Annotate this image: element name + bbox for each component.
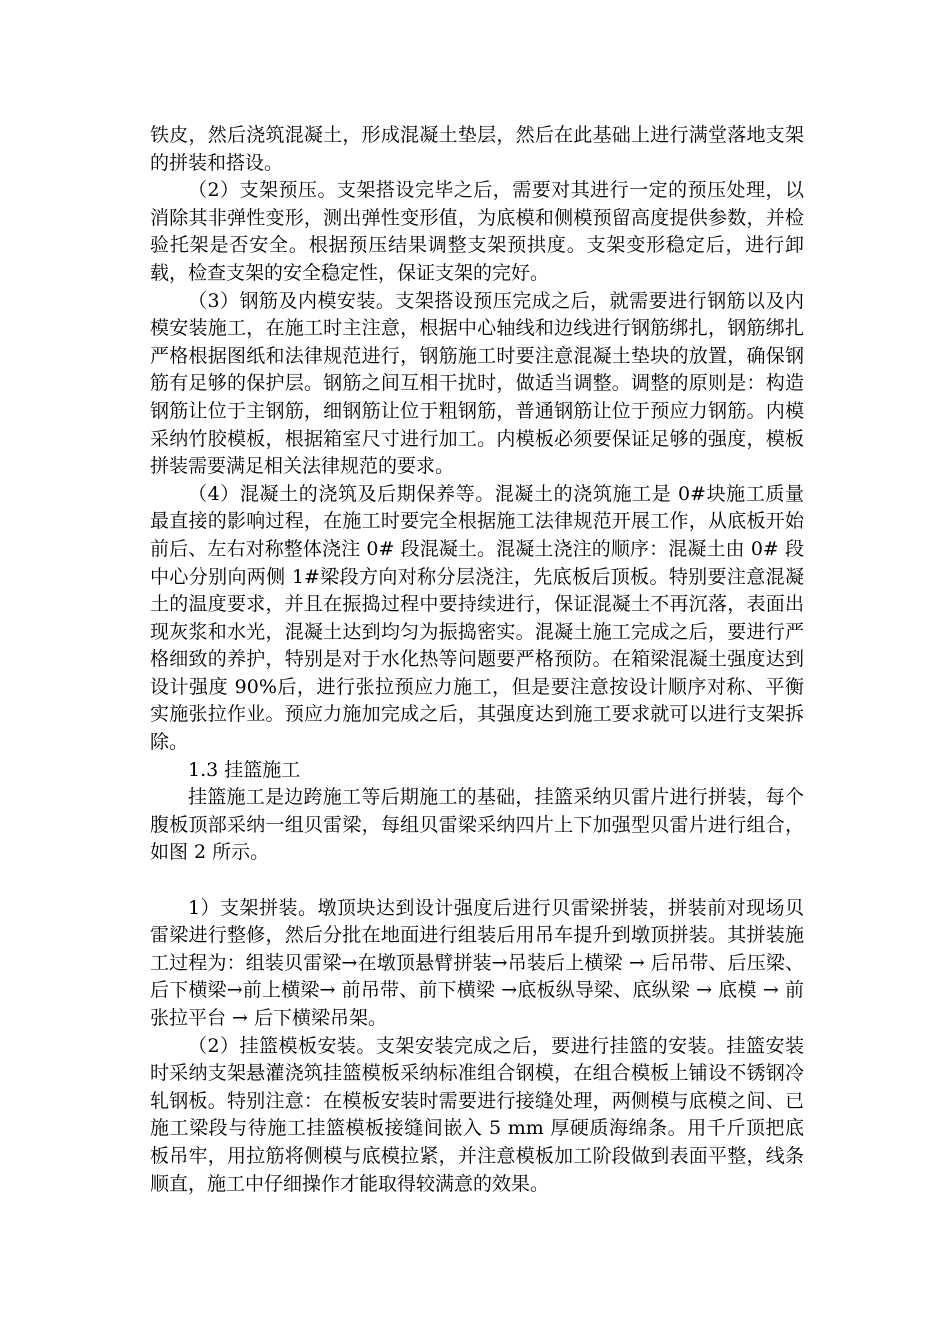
section-heading: 1.3 挂篮施工 <box>188 758 301 781</box>
figure-spacer <box>150 867 804 895</box>
paragraph-support-preload: （2）支架预压。支架搭设完毕之后，需要对其进行一定的预压处理，以消除其非弹性变形，测出弹性变形值，为底模和侧模预留高度提供参数，并检验托架是否安全。根据预压结果调整支架预拱度。支架变形稳定后，进行卸载，检查支架的安全稳定性，保证支架的完好。 <box>150 179 804 284</box>
paragraph-hanging-basket-intro: 挂篮施工是边跨施工等后期施工的基础，挂篮采纳贝雷片进行拼装，每个腹板顶部采纳一组贝雷梁，每组贝雷梁采纳四片上下加强型贝雷片进行组合，如图 2 所示。 <box>150 786 804 864</box>
document-body <box>150 122 804 1198</box>
paragraph-support-assembly: 1）支架拼装。墩顶块达到设计强度后进行贝雷梁拼装，拼装前对现场贝雷梁进行整修，然后分批在地面进行组装后用吊车提升到墩顶拼装。其拼装施工过程为：组装贝雷梁→在墩顶悬臂拼装→吊装后上横梁 → 后吊带、后压梁、后下横梁→前上横梁→ 前吊带、前下横梁 →底板纵导梁、底纵梁 → 底模 → 前张拉平台 → 后下横梁吊架。 <box>150 896 804 1029</box>
paragraph-rebar-inner-formwork: （3）钢筋及内模安装。支架搭设预压完成之后，就需要进行钢筋以及内模安装施工，在施工时主注意，根据中心轴线和边线进行钢筋绑扎，钢筋绑扎严格根据图纸和法律规范进行，钢筋施工时要注意混凝土垫块的放置，确保钢筋有足够的保护层。钢筋之间互相干扰时，做适当调整。调整的原则是：构造钢筋让位于主钢筋，细钢筋让位于粗钢筋，普通钢筋让位于预应力钢筋。内模采纳竹胶模板，根据箱室尺寸进行加工。内模板必须要保证足够的强度，模板拼装需要满足相关法律规范的要求。 <box>150 289 804 478</box>
paragraph-formwork-installation: （2）挂篮模板安装。支架安装完成之后，要进行挂篮的安装。挂篮安装时采纳支架悬灌浇筑挂篮模板采纳标准组合钢模，在组合模板上铺设不锈钢冷轧钢板。特别注意：在模板安装时需要进行接缝处理，两侧模与底模之间、已施工梁段与待施工挂篮模板接缝间嵌入 5 mm 厚硬质海绵条。用千斤顶把底板吊牢，用拉筋将侧模与底模拉紧，并注意模板加工阶段做到表面平整，线条顺直，施工中仔细操作才能取得较满意的效果。 <box>150 1034 804 1195</box>
paragraph-continuation: 铁皮，然后浇筑混凝土，形成混凝土垫层，然后在此基础上进行满堂落地支架的拼装和搭设。 <box>150 124 804 174</box>
paragraph-concrete-pouring: （4）混凝土的浇筑及后期保养等。混凝土的浇筑施工是 0#块施工质量最直接的影响过程，在施工时要完全根据施工法律规范开展工作，从底板开始前后、左右对称整体浇注 0# 段混凝土。混凝土浇注的顺序：混凝土由 0# 段中心分别向两侧 1#梁段方向对称分层浇注，先底板后顶板。特别要注意混凝土的温度要求，并且在振捣过程中要持续进行，保证混凝土不再沉落，表面出现灰浆和水光，混凝土达到均匀为振捣密实。混凝土施工完成之后，要进行严格细致的养护，特别是对于水化热等问题要严格预防。在箱梁混凝土强度达到设计强度 90%后，进行张拉预应力施工，但是要注意按设计顺序对称、平衡实施张拉作业。预应力施加完成之后，其强度达到施工要求就可以进行支架拆除。 <box>150 482 804 754</box>
